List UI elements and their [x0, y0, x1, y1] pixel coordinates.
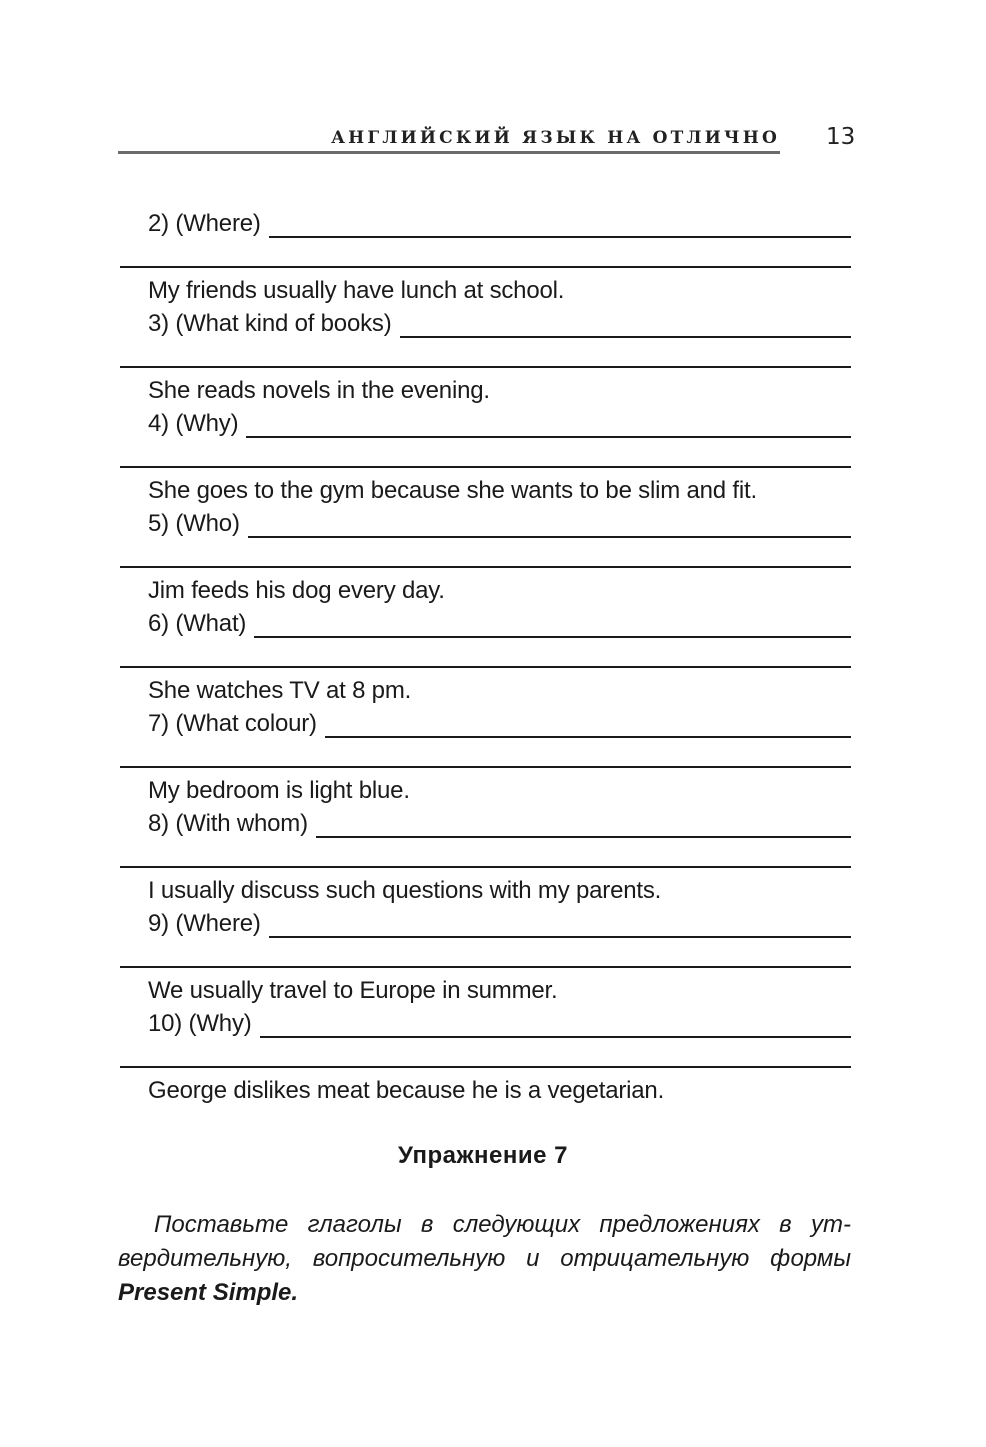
running-title: АНГЛИЙСКИЙ ЯЗЫК НА ОТЛИЧНО: [331, 128, 780, 148]
question-label: 10) (Why): [148, 1010, 252, 1037]
answer-line[interactable]: [400, 336, 852, 338]
source-sentence: I usually discuss such questions with my parents.: [148, 877, 662, 904]
source-sentence: George dislikes meat because he is a vegetarian.: [148, 1077, 665, 1104]
answer-line[interactable]: [316, 836, 851, 838]
source-sentence: We usually travel to Europe in summer.: [148, 977, 558, 1004]
answer-line-full[interactable]: [120, 1066, 851, 1068]
answer-line-full[interactable]: [120, 666, 851, 668]
question-prompt: [148, 808, 851, 838]
page-number: 13: [826, 124, 856, 150]
exercise-instructions: [118, 1208, 851, 1310]
question-prompt: [148, 308, 851, 338]
question-label: 2) (Where): [148, 210, 261, 237]
question-label: 6) (What): [148, 610, 247, 637]
source-sentence: My bedroom is light blue.: [148, 777, 410, 804]
answer-line[interactable]: [254, 636, 851, 638]
source-sentence: My friends usually have lunch at school.: [148, 277, 565, 304]
question-label: 8) (With whom): [148, 810, 308, 837]
answer-line-full[interactable]: [120, 766, 851, 768]
answer-line-full[interactable]: [120, 566, 851, 568]
answer-line-full[interactable]: [120, 266, 851, 268]
answer-line[interactable]: [260, 1036, 851, 1038]
question-label: 5) (Who): [148, 510, 240, 537]
answer-line-full[interactable]: [120, 466, 851, 468]
answer-line-full[interactable]: [120, 366, 851, 368]
exercise-heading: Упражнение 7: [398, 1142, 568, 1169]
header-rule: [118, 151, 780, 154]
source-sentence: She goes to the gym because she wants to be slim and fit.: [148, 477, 757, 504]
answer-line[interactable]: [269, 936, 851, 938]
answer-line[interactable]: [246, 436, 851, 438]
answer-line[interactable]: [325, 736, 851, 738]
question-prompt: [148, 508, 851, 538]
answer-line-full[interactable]: [120, 966, 851, 968]
instruction-text: Поставьте глаголы в следующих предложениях в утвердительную, вопросительную и отрицательную формы: [118, 1211, 851, 1272]
question-prompt: [148, 1008, 851, 1038]
question-label: 7) (What colour): [148, 710, 317, 737]
source-sentence: Jim feeds his dog every day.: [148, 577, 445, 604]
question-prompt: [148, 408, 851, 438]
answer-line-full[interactable]: [120, 866, 851, 868]
question-label: 9) (Where): [148, 910, 261, 937]
answer-line[interactable]: [269, 236, 851, 238]
question-prompt: [148, 708, 851, 738]
question-prompt: [148, 608, 851, 638]
question-label: 4) (Why): [148, 410, 239, 437]
running-head: [118, 120, 780, 154]
question-prompt: [148, 908, 851, 938]
answer-line[interactable]: [248, 536, 851, 538]
source-sentence: She watches TV at 8 pm.: [148, 677, 412, 704]
question-label: 3) (What kind of books): [148, 310, 392, 337]
question-prompt: [148, 208, 851, 238]
instruction-term: Present Simple.: [118, 1279, 299, 1306]
source-sentence: She reads novels in the evening.: [148, 377, 490, 404]
